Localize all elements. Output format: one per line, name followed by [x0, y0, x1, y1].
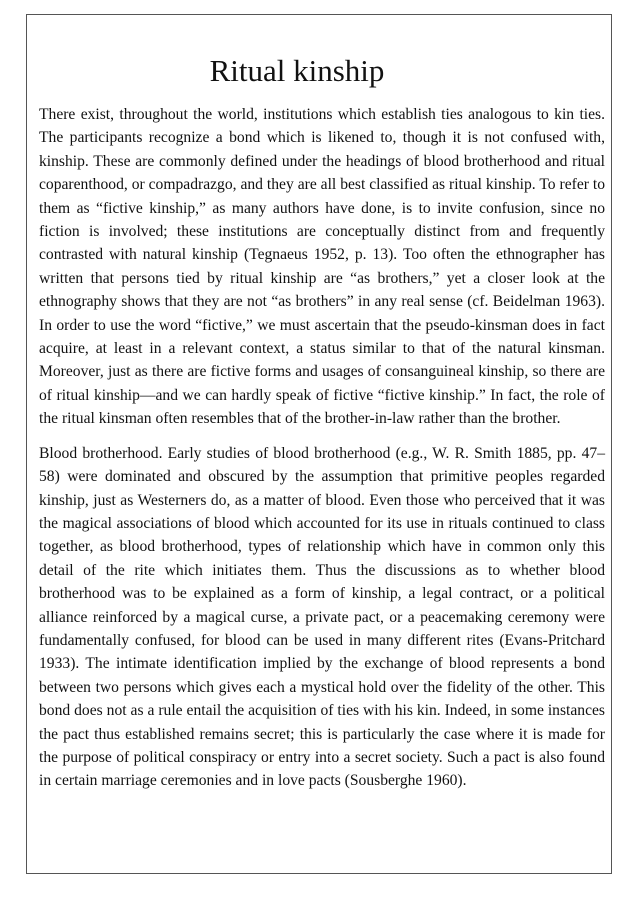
document-title: Ritual kinship — [209, 53, 385, 88]
paragraph-ritual-kinship-intro: There exist, throughout the world, institutions which establish ties analogous to kin ties. The participants recognize a bond which is likened to, though it is not confused with, kinship. These are commonly defined under the headings of blood brotherhood and ritual coparenthood, or compadrazgo, and they are all best classified as ritual kinship. To refer to them as “fictive kinship,” as many authors have done, is to invite confusion, since no fiction is involved; these institutions are conceptually distinct from and frequently contrasted with natural kinship (Tegnaeus 1952, p. 13). Too often the ethnographer has written that persons tied by ritual kinship are “as brothers,” yet a closer look at the ethnography shows that they are not “as brothers” in any real sense (cf. Beidelman 1963). In order to use the word “fictive,” we must ascertain that the pseudo-kinsman does in fact acquire, at least in a relevant context, a status similar to that of the natural kinsman. Moreover, just as there are fictive forms and usages of consanguineal kinship, so there are of ritual kinship—and we can hardly speak of fictive “fictive kinship.” In fact, the role of the ritual kinsman often resembles that of the brother-in-law rather than the brother. — [39, 106, 605, 428]
document-body — [39, 103, 605, 793]
paragraph-blood-brotherhood: Blood brotherhood. Early studies of blood brotherhood (e.g., W. R. Smith 1885, pp. 47–58) were dominated and obscured by the assumption that primitive peoples regarded kinship, just as Westerners do, as a matter of blood. Even those who perceived that it was the magical associations of blood which accounted for its use in rituals continued to class together, as blood brotherhood, types of relationship which have in common only this detail of the rite which initiates them. Thus the discussions as to whether blood brotherhood was to be explained as a form of kinship, a legal contract, or a political alliance reinforced by a magical curse, a private pact, or a peacemaking ceremony were fundamentally confused, for blood can be used in many different rites (Evans-Pritchard 1933). The intimate identification implied by the exchange of blood represents a bond between two persons which gives each a mystical hold over the fidelity of the other. This bond does not as a rule entail the acquisition of ties with his kin. Indeed, in some instances the pact thus established remains secret; this is particularly the case where it is made for the purpose of political conspiracy or entry into a secret society. Such a pact is also found in certain marriage ceremonies and in love pacts (Sousberghe 1960). — [39, 444, 605, 790]
page-frame — [26, 14, 612, 874]
